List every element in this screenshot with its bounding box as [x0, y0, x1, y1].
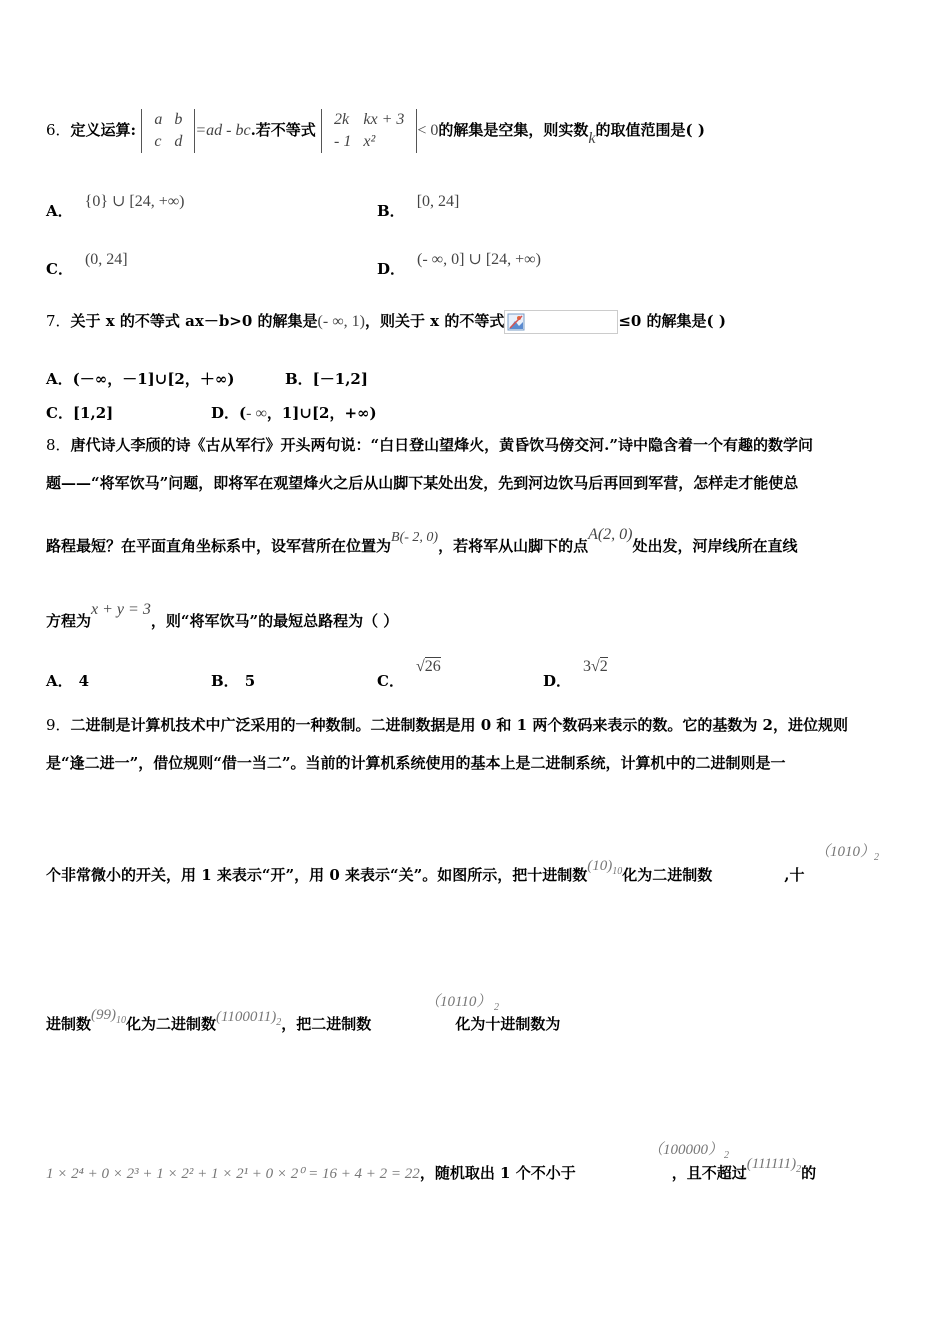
question-8-line-3 — [46, 526, 904, 559]
q9-line1: 二进制是计算机技术中广泛采用的一种数制。二进制数据是用 0 和 1 两个数码来表示的数。它的基数为 2，进位规则 — [70, 716, 848, 734]
option-label: B． — [211, 672, 239, 690]
q9-line3a: 个非常微小的开关，用 1 来表示“开”，用 0 来表示“关”。如图所示，把十进制数 — [46, 866, 588, 884]
option-value: C．[1,2] — [46, 404, 114, 422]
q7-text3: ≤0 的解集是( ) — [618, 312, 726, 330]
question-number: 8． — [46, 436, 71, 454]
option-value: (0, 24] — [84, 251, 128, 268]
number: (10) — [587, 858, 613, 874]
sqrt-expression: √26 — [415, 658, 441, 675]
det1-rhs: =ad - bc — [195, 122, 251, 139]
option-label: C． — [377, 672, 404, 690]
q9-line5a: ，随机取出 1 个不小于 — [419, 1164, 576, 1182]
option-value: (- ∞, 0] ∪ [24, +∞) — [417, 251, 541, 268]
q7-option-c[interactable] — [46, 402, 113, 423]
option-value: [0, 24] — [416, 193, 460, 210]
question-9-line-3 — [46, 858, 904, 893]
q8-option-c[interactable] — [377, 655, 441, 690]
question-number: 7． — [46, 312, 71, 330]
option-suffix: ，1]∪[2，+∞) — [266, 404, 377, 422]
q8-line4a: 方程为 — [46, 612, 92, 630]
det2-c: - 1 — [334, 133, 352, 150]
q8-option-b[interactable] — [211, 670, 255, 691]
q7-text2: ，则关于 x 的不等式 — [364, 312, 505, 330]
binary-10110-base — [494, 1002, 499, 1013]
option-prefix: D．( — [211, 404, 247, 422]
q8-option-d[interactable] — [543, 655, 608, 690]
coefficient: 3 — [583, 658, 592, 675]
binary-100000-base — [724, 1150, 729, 1161]
q8-line4b: ，则“将军饮马”的最短总路程为（ ） — [150, 612, 399, 630]
determinant-1 — [141, 109, 195, 153]
number: (99) — [91, 1007, 117, 1023]
radicand: 26 — [424, 658, 441, 675]
q9-line4c: ，把二进制数 — [281, 1015, 372, 1033]
binary-100000 — [648, 1138, 723, 1159]
option-value: 4 — [78, 672, 90, 690]
decimal-10 — [587, 858, 623, 877]
number: (1100011) — [216, 1009, 277, 1025]
option-label: D． — [377, 260, 406, 278]
question-8-line-2 — [46, 472, 904, 494]
base: 2 — [276, 1017, 282, 1028]
q7-option-b[interactable] — [285, 368, 368, 389]
question-6 — [46, 100, 904, 160]
det2-d: x² — [363, 133, 376, 150]
binary-1100011 — [216, 1009, 282, 1028]
sqrt-expression: 3√2 — [583, 658, 608, 675]
option-value: 5 — [244, 672, 256, 690]
q6-option-d[interactable] — [377, 248, 541, 278]
base: 10 — [612, 866, 623, 877]
binary-111111 — [746, 1156, 802, 1175]
option-value: B．[－1,2] — [285, 370, 368, 388]
q8-line3a: 路程最短？在平面直角坐标系中，设军营所在位置为 — [46, 537, 392, 555]
point-a: A(2, 0) — [588, 526, 633, 543]
q7-option-d[interactable] — [211, 402, 377, 423]
option-math: - ∞ — [246, 405, 267, 422]
q7-text1: 关于 x 的不等式 ax－b>0 的解集是 — [70, 312, 318, 330]
binary-1010-base — [874, 852, 879, 863]
q9-line4b: 化为二进制数 — [126, 1015, 217, 1033]
question-8-line-4 — [46, 601, 904, 633]
question-9-line-1 — [46, 714, 904, 736]
question-9-line-2 — [46, 752, 904, 774]
q9-line4d: 化为十进制数为 — [455, 1015, 561, 1033]
q6-mid: .若不等式 — [250, 121, 316, 139]
number: (111111) — [746, 1156, 797, 1172]
option-label: B． — [377, 202, 405, 220]
base: 2 — [494, 1002, 499, 1013]
option-label: A． — [46, 202, 73, 220]
determinant-2 — [321, 109, 417, 153]
q9-line3c: ,十 — [784, 866, 805, 884]
q8-line3c: 处出发，河岸线所在直线 — [632, 537, 798, 555]
binary-expansion-formula: 1 × 2⁴ + 0 × 2³ + 1 × 2² + 1 × 2¹ + 0 × 2⁰ = 16 + 4 + 2 = 22 — [46, 1166, 420, 1182]
base: 2 — [796, 1164, 802, 1175]
det1-b: b — [174, 111, 183, 128]
q6-option-c[interactable] — [46, 248, 128, 278]
option-value: {0} ∪ [24, +∞) — [84, 193, 185, 210]
det2-a: 2k — [334, 111, 350, 128]
q8-line1: 唐代诗人李颀的诗《古从军行》开头两句说：“白日登山望烽火，黄昏饮马傍交河.”诗中隐含着一个有趣的数学问 — [70, 436, 814, 454]
q6-tail1: 的解集是空集，则实数 — [438, 121, 589, 139]
q6-option-a[interactable] — [46, 190, 185, 220]
number: （100000） — [648, 1142, 724, 1158]
base: 2 — [874, 852, 879, 863]
q9-line2: 是“逢二进一”，借位规则“借一当二”。当前的计算机系统使用的基本上是二进制系统，计算机中的二进制则是一 — [46, 754, 786, 772]
question-9-line-4 — [46, 1007, 904, 1042]
q8-option-a[interactable] — [46, 670, 89, 691]
number: （1010） — [815, 844, 876, 860]
question-7 — [46, 310, 904, 334]
det1-d: d — [174, 133, 183, 150]
radicand: 2 — [599, 658, 608, 675]
point-b: B(- 2, 0) — [391, 530, 439, 545]
q9-line5c: 的 — [801, 1164, 817, 1182]
line-equation: x + y = 3 — [91, 601, 151, 618]
q7-option-a[interactable] — [46, 368, 234, 389]
det2-rhs: < 0 — [417, 122, 439, 139]
question-number: 9． — [46, 716, 71, 734]
q6-tail2: 的取值范围是( ) — [595, 121, 705, 139]
option-label: A． — [46, 672, 73, 690]
option-value: A．(－∞，－1]∪[2，＋∞) — [46, 370, 235, 388]
base: 10 — [116, 1015, 127, 1026]
q6-option-b[interactable] — [377, 190, 460, 220]
base: 2 — [724, 1150, 729, 1161]
binary-1010 — [815, 840, 875, 861]
det1-c: c — [154, 133, 162, 150]
q9-line4a: 进制数 — [46, 1015, 92, 1033]
option-label: D． — [543, 672, 572, 690]
det1-a: a — [154, 111, 163, 128]
q6-intro: 定义运算: — [70, 121, 137, 139]
q8-line3b: ，若将军从山脚下的点 — [438, 537, 589, 555]
det2-b: kx + 3 — [363, 111, 405, 128]
option-label: C． — [46, 260, 73, 278]
var-k: k — [588, 130, 596, 147]
question-number: 6． — [46, 121, 71, 139]
number: （10110） — [425, 994, 492, 1010]
decimal-99 — [91, 1007, 127, 1026]
q9-line3b: 化为二进制数 — [622, 866, 713, 884]
q9-line5b: ，且不超过 — [671, 1164, 747, 1182]
q8-line2: 题——“将军饮马”问题，即将军在观望烽火之后从山脚下某处出发，先到河边饮马后再回到军营，怎样走才能使总 — [46, 474, 799, 492]
binary-10110 — [425, 990, 491, 1011]
q7-interval: (- ∞, 1) — [317, 313, 365, 330]
broken-image-icon — [504, 310, 618, 334]
question-9-line-5 — [46, 1156, 904, 1191]
question-8-line-1 — [46, 434, 904, 456]
